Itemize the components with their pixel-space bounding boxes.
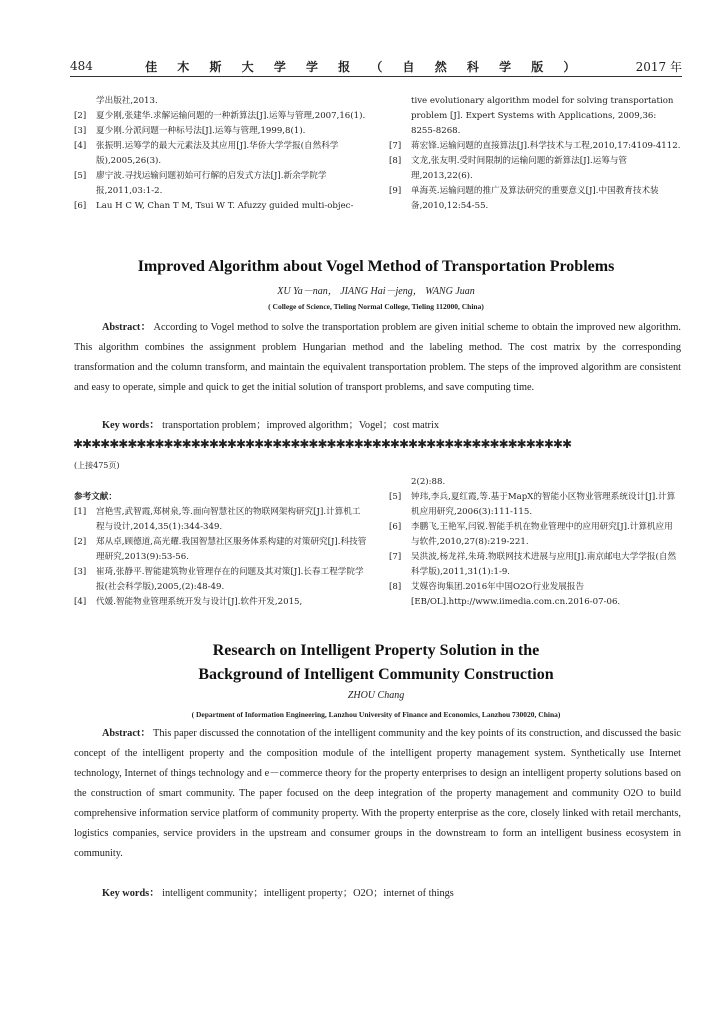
journal-title: 佳 木 斯 大 学 学 报 （ 自 然 科 学 版 ） xyxy=(145,59,584,74)
article1-affiliation: ( College of Science, Tieling Normal College, Tieling 112000, China) xyxy=(268,302,484,311)
article2-author: ZHOU Chang xyxy=(347,690,405,701)
reference-item: [7] 蒋宏锋.运输问题的直接算法[J].科学技术与工程,2010,17:4109-4112. xyxy=(389,141,681,151)
article1-abstract: Abstract： According to Vogel method to solve the transportation problem are given initial scheme to obtain the improved new algorithm. This algorithm combines the assignment problem Hungarian method and the labeling method. The cost matrix by the corresponding transformation and the column transform, and maintain the equivalent transportation problem. The steps of the improved algorithm are consistent and easy to operate, simple and quick to get the initial solution of transport problems, and save computing time. xyxy=(74,322,681,393)
reference-item: [3] 夏少刚.分派问题一种标号法[J].运筹与管理,1999,8(1). xyxy=(74,126,306,136)
article1-authors: XU Ya－nan， JIANG Hai－jeng， WANG Juan xyxy=(277,286,475,297)
page-number: 484 xyxy=(70,59,93,73)
reference-item: [7] 吴洪波,杨龙祥,朱琦.物联网技术进展与应用[J].南京邮电大学学报(自然科学版),2011,31(1):1-9. xyxy=(389,552,677,577)
references-heading: 参考文献： xyxy=(74,492,117,502)
reference-item: 学出版社,2013. xyxy=(96,96,158,106)
references-right-2 xyxy=(389,475,681,610)
continued-note: (上接475页) xyxy=(74,461,120,470)
reference-item: [9] 单海英.运输问题的推广及算法研究的重要意义[J].中国教育技术装备,2010,12:54-55. xyxy=(389,186,659,211)
article2-abstract: Abstract： This paper discussed the connotation of the intelligent community and the key points of its construction, and discussed the basic concept of the intelligent property and the composition module of the intelligent property management system. Synthetically use Internet technology, Internet of things technology and e－commerce theory for the property enterprises to design an intelligent property solutions based on the construction of smart community. The paper focused on the deep integration of the property management and community O2O to build comprehensive information service platform of community property. With the property enterprise as the core, closely linked with retail merchants, logistics companies, service providers in the upstream and consumer groups in the downstream to form an intelligent business ecosystem in community. xyxy=(74,728,681,859)
reference-item: [5] 钟玮,李兵,夏红霞,等.基于MapX的智能小区物业管理系统设计[J].计算机应用研究,2006(3):111-115. xyxy=(389,492,676,517)
reference-item: [8] 艾媒咨询集团.2016年中国O2O行业发展报告[EB/OL].http://www.iimedia.com.cn.2016-07-06. xyxy=(389,582,621,607)
reference-item: [4] 代媛.智能物业管理系统开发与设计[J].软件开发,2015, xyxy=(74,597,303,607)
article2-title-line1: Research on Intelligent Property Solution in the xyxy=(212,642,540,659)
reference-item: tive evolutionary algorithm model for solving transportation problem [J]. Expert Systems with Applications, 2009,36: 8255-8268. xyxy=(411,96,674,136)
reference-item: [3] 崔琦,张静平.智能建筑物业管理存在的问题及其对策[J].长春工程学院学报(社会科学版),2005,(2):48-49. xyxy=(74,567,364,592)
section-separator: ✱✱✱✱✱✱✱✱✱✱✱✱✱✱✱✱✱✱✱✱✱✱✱✱✱✱✱✱✱✱✱✱✱✱✱✱✱✱✱✱✱✱✱✱✱✱✱✱✱✱✱✱✱✱✱ xyxy=(73,437,572,451)
reference-item: [2] 夏少刚,张建华.求解运输问题的一种新算法[J].运筹与管理,2007,16(1). xyxy=(74,111,366,121)
article2-affiliation: ( Department of Information Engineering, Lanzhou University of Finance and Economics, Lanzhou 730020, China) xyxy=(191,710,561,719)
reference-item: [6] 李鹏飞,王艳军,闫锐.智能手机在物业管理中的应用研究[J].计算机应用与软件,2010,27(8):219-221. xyxy=(389,522,673,547)
references-left-2 xyxy=(74,505,368,610)
article1-title: Improved Algorithm about Vogel Method of Transportation Problems xyxy=(137,258,615,275)
reference-item: [8] 文龙,张友明.受时间限制的运输问题的新算法[J].运筹与管理,2013,22(6). xyxy=(389,156,628,181)
year: 2017 年 xyxy=(635,59,682,74)
article2-title-line2: Background of Intelligent Community Construction xyxy=(198,666,554,683)
article1-keywords: Key words： transportation problem；improved algorithm；Vogel；cost matrix xyxy=(102,420,439,431)
reference-item: 2(2):88. xyxy=(411,477,446,487)
reference-item: [5] 廖宁波.寻找运输问题初始可行解的启发式方法[J].新余学院学报,2011,03:1-2. xyxy=(74,171,327,196)
page-header xyxy=(70,58,682,74)
header-rule xyxy=(70,76,682,77)
reference-item: [1] 宫艳雪,武智霞,郑树泉,等.面向智慧社区的物联网架构研究[J].计算机工程与设计,2014,35(1):344-349. xyxy=(74,507,361,532)
reference-item: [4] 张振明.运筹学的最大元素法及其应用[J].华侨大学学报(自然科学版),2005,26(3). xyxy=(74,141,339,166)
reference-item: [6] Lau H C W, Chan T M, Tsui W T. Afuzzy guided multi-objec- xyxy=(74,201,354,211)
references-right-1 xyxy=(389,94,681,214)
reference-item: [2] 郑从卓,顾德道,高光耀.我国智慧社区服务体系构建的对策研究[J].科技管理研究,2013(9):53-56. xyxy=(74,537,367,562)
references-left-1 xyxy=(74,94,368,214)
article2-keywords: Key words： intelligent community；intelligent property；O2O；internet of things xyxy=(102,888,454,899)
